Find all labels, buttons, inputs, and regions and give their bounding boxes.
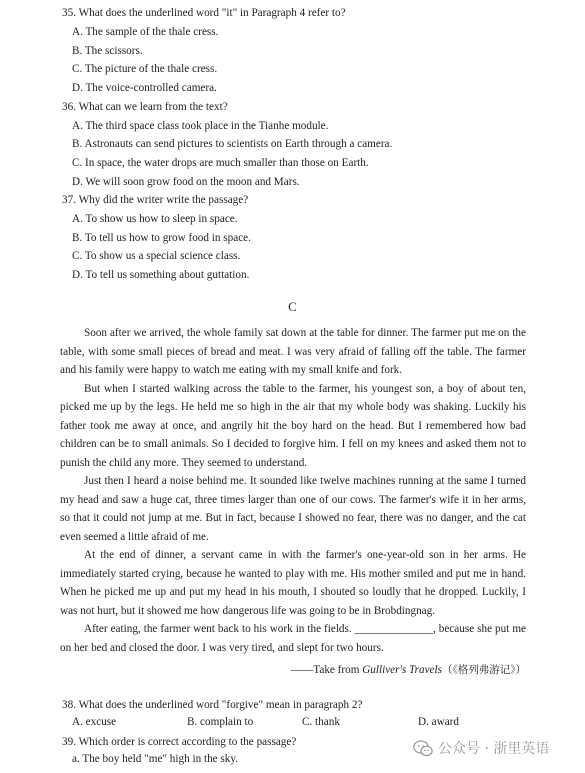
q36-option-a: A. The third space class took place in the Tianhe module.	[72, 120, 329, 132]
q36-option-b: B. Astronauts can send pictures to scientists on Earth through a camera.	[72, 138, 393, 150]
source-title: Gulliver's Travels	[362, 664, 442, 676]
q39-option-a: a. The boy held "me" high in the sky.	[72, 753, 239, 765]
q35-option-b: B. The scissors.	[72, 45, 143, 57]
q36-option-d: D. We will soon grow food on the moon and Mars.	[72, 176, 300, 188]
question-39-stem: 39. Which order is correct according to the passage?	[62, 736, 297, 748]
watermark-text: 公众号 · 浙里英语	[438, 741, 550, 757]
question-36-stem: 36. What can we learn from the text?	[62, 101, 228, 113]
q38-option-a: A. excuse	[72, 716, 117, 728]
source-attribution	[291, 662, 526, 677]
q36-option-c: C. In space, the water drops are much smaller than those on Earth.	[72, 157, 369, 169]
passage-paragraph-3: Just then I heard a noise behind me. It sounded like twelve machines running at the same I turned my head and saw a huge cat, three times larger than one of our cows. The farmer's wife it in her arms, so that it could not jump at me. But in fact, because I showed no fear, there was no danger, and the cat even seemed a little afraid of me.	[60, 475, 526, 543]
q35-option-a: A. The sample of the thale cress.	[72, 26, 219, 38]
source-chinese-title: （《格列弗游记》）	[442, 664, 526, 676]
passage-paragraph-2: But when I started walking across the table to the farmer, his youngest son, a boy of about ten, picked me up by the legs. He held me so high in the air that my whole body was shaking. Luckily his father took me away at once, and angrily hit the boy hard on the head. But I remembered how bad children can be to small animals. So I decided to forgive him. I fell on my knees and asked them not to punish the child any more. They seemed to understand.	[60, 382, 526, 469]
question-35-stem: 35. What does the underlined word "it" in Paragraph 4 refer to?	[62, 7, 346, 19]
question-38-stem: 38. What does the underlined word "forgive" mean in paragraph 2?	[62, 699, 363, 711]
section-title: C	[288, 299, 297, 314]
question-37-stem: 37. Why did the writer write the passage?	[62, 194, 249, 206]
passage-paragraph-5: After eating, the farmer went back to his work in the fields. ______________, because she put me on her bed and closed the door. I was very tired, and slept for two hours.	[60, 623, 526, 654]
q37-option-a: A. To show us how to sleep in space.	[72, 213, 238, 225]
q35-option-c: C. The picture of the thale cress.	[72, 63, 218, 75]
wechat-icon	[413, 740, 433, 757]
q38-option-d: D. award	[418, 716, 460, 728]
q37-option-b: B. To tell us how to grow food in space.	[72, 232, 251, 244]
passage-paragraph-1: Soon after we arrived, the whole family sat down at the table for dinner. The farmer put me on the table, with some small pieces of bread and meat. I was very afraid of falling off the table. The farmer and his family were happy to watch me eating with my small knife and fork.	[60, 327, 526, 376]
q38-option-c: C. thank	[302, 716, 340, 728]
passage-paragraph-4: At the end of dinner, a servant came in with the farmer's one-year-old son in her arms. He immediately started crying, because he wanted to play with me. His mother smiled and put me in hand. When he picked me up and put my head in his mouth, I shouted so loudly that he dropped. Luckily, I was not hurt, but it showed me how dangerous life was going to be in Brobdingnag.	[60, 549, 526, 617]
q35-option-d: D. The voice-controlled camera.	[72, 82, 217, 94]
q37-option-d: D. To tell us something about guttation.	[72, 269, 250, 281]
q37-option-c: C. To show us a special science class.	[72, 250, 241, 262]
source-prefix: ——Take from	[290, 664, 363, 676]
passage	[60, 324, 526, 657]
q38-option-b: B. complain to	[187, 716, 254, 728]
watermark	[413, 738, 549, 758]
